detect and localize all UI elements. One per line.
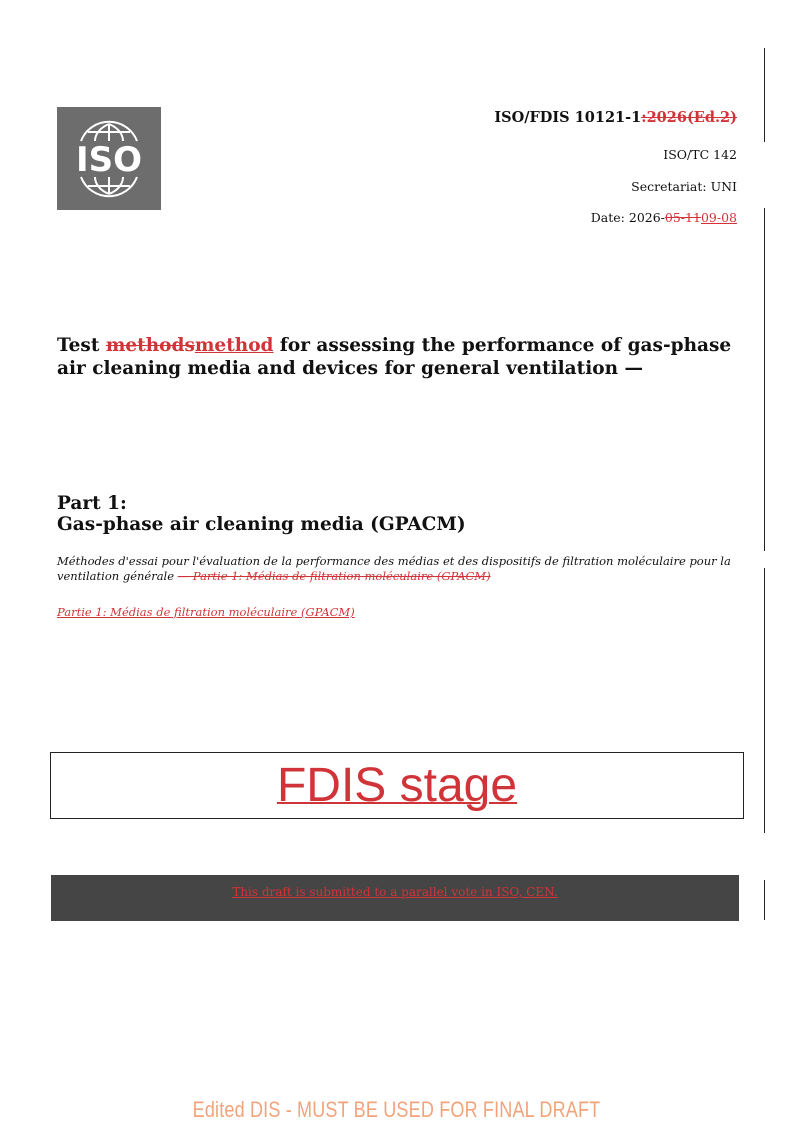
- logo-wordmark: ISO: [75, 140, 143, 180]
- parallel-vote-banner: [51, 875, 739, 921]
- part-title: [57, 493, 466, 535]
- banner-text: This draft is submitted to a parallel vote in ISO, CEN.: [232, 885, 558, 899]
- secretariat: Secretariat: UNI: [631, 179, 737, 194]
- change-bar: [764, 568, 765, 833]
- deleted-edition: :2026(Ed.2): [641, 109, 737, 126]
- change-bar: [764, 208, 765, 551]
- stage-box: [50, 752, 744, 819]
- stage-label: FDIS stage: [276, 759, 518, 812]
- change-bar: [764, 880, 765, 920]
- french-title-text: Méthodes d'essai pour l'évaluation de la performance des médias et des dispositifs de filtration moléculaire pour la ventilation générale: [57, 554, 731, 583]
- document-reference: [494, 109, 737, 126]
- date-prefix: Date: 2026-: [590, 210, 665, 225]
- french-inserted-part: Partie 1: Médias de filtration moléculaire (GPACM): [57, 605, 355, 619]
- part-number: Part 1:: [57, 493, 127, 514]
- document-date: [591, 210, 737, 225]
- document-reference-number: ISO/FDIS 10121-1: [494, 109, 642, 126]
- title-deleted-word: methods: [105, 335, 195, 356]
- french-title: [57, 554, 737, 584]
- committee: ISO/TC 142: [663, 147, 737, 162]
- title-text: for assessing the performance of gas-phase air cleaning media and devices for general ventilation —: [57, 335, 732, 379]
- document-title: [57, 334, 747, 380]
- globe-icon: [57, 107, 161, 210]
- title-inserted-word: method: [194, 335, 274, 356]
- iso-logo: [57, 107, 161, 210]
- inserted-date: 09-08: [700, 210, 737, 225]
- deleted-date: 05-11: [664, 210, 701, 225]
- french-deleted-part: — Partie 1: Médias de filtration moléculaire (GPACM): [177, 569, 491, 583]
- footer-watermark: Edited DIS - MUST BE USED FOR FINAL DRAFT: [192, 1097, 601, 1122]
- part-name: Gas-phase air cleaning media (GPACM): [57, 514, 466, 535]
- french-part: [57, 605, 355, 619]
- change-bar: [764, 48, 765, 142]
- title-text: Test: [57, 335, 106, 356]
